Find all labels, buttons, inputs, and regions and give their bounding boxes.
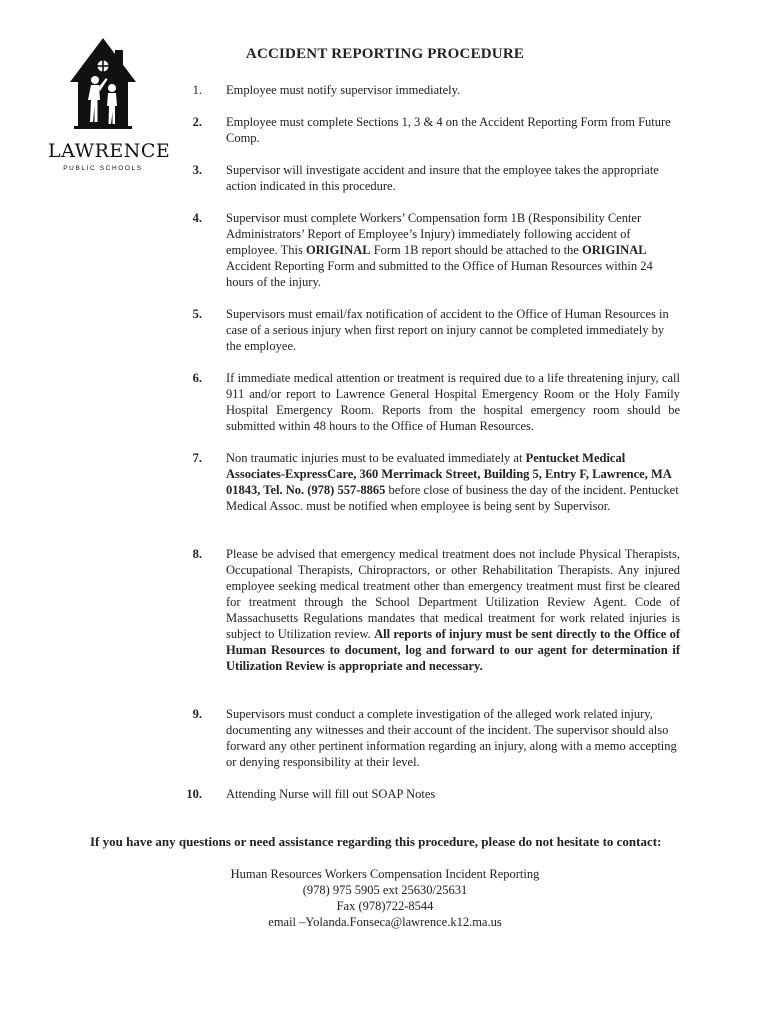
contact-fax: Fax (978)722-8544: [336, 899, 434, 913]
item-text: [226, 210, 680, 290]
item-text-part: Accident Reporting Form and submitted to the Office of Human Resources within 24 hours of the injury.: [226, 259, 653, 289]
page-title: [0, 46, 770, 63]
logo-name: LAWRENCE: [48, 140, 171, 162]
contact-email: email –Yolanda.Fonseca@lawrence.k12.ma.us: [268, 915, 502, 929]
item-text-part: Form 1B report should be attached to the: [370, 243, 582, 257]
item-text: [226, 546, 680, 674]
item-text: Supervisors must conduct a complete investigation of the alleged work related injury, documenting any witnesses and their account of the incident. The supervisor should also forward any other pertinent information regarding an injury, along with a memo accepting or denying responsibility at their level.: [226, 707, 677, 769]
item-text: Supervisors must email/fax notification of accident to the Office of Human Resources in case of a serious injury when first report on injury cannot be completed immediately by the employee.: [226, 307, 669, 353]
item-number: 1.: [192, 83, 202, 97]
item-number: 4.: [192, 211, 202, 225]
contact-department: Human Resources Workers Compensation Incident Reporting: [230, 867, 540, 881]
item-text: Employee must notify supervisor immediately.: [226, 83, 461, 97]
clinic-address: Pentucket Medical Associates-ExpressCare, 360 Merrimack Street, Building 5, Entry F, Lawrence, MA 01843, Tel. No. (978) 557-8865: [226, 451, 672, 497]
item-number: 9.: [192, 707, 202, 721]
item-number: 8.: [192, 547, 202, 561]
item-number: 5.: [192, 307, 202, 321]
item-text-part: Please be advised that emergency medical treatment does not include Physical Therapists, Occupational Therapists, Chiropractors, or other Rehabilitation Therapists. Any injured employee seeking medical treatment other than emergency treatment must first be cleared for treatment through the School Department Utilization Review Agent. Code of Massachusetts Regulations mandates that medical treatment for work related injuries is subject to Utilization review.: [226, 547, 680, 641]
page-title-text: ACCIDENT REPORTING PROCEDURE: [245, 46, 525, 62]
item-number: 3.: [192, 163, 202, 177]
item-number: 10.: [186, 787, 202, 801]
item-text: [226, 450, 680, 514]
item-text: Employee must complete Sections 1, 3 & 4 on the Accident Reporting Form from Future Comp.: [226, 115, 671, 145]
contact-phone: (978) 975 5905 ext 25630/25631: [302, 883, 468, 897]
item-text-part: before close of business the day of the incident. Pentucket Medical Assoc. must be notified when employee is being sent by Supervisor.: [226, 483, 679, 513]
contact-question: If you have any questions or need assistance regarding this procedure, please do not hesitate to contact:: [90, 834, 662, 849]
logo-subtitle: PUBLIC SCHOOLS: [63, 165, 143, 172]
item-text-emphasis: ORIGINAL: [305, 243, 371, 257]
item-text-emphasis: ORIGINAL: [581, 243, 647, 257]
item-number: 6.: [192, 371, 202, 385]
contact-details: [0, 866, 770, 930]
item-number: 7.: [192, 451, 202, 465]
item-text: If immediate medical attention or treatment is required due to a life threatening injury, call 911 and/or report to Lawrence General Hospital Emergency Room or the Holy Family Hospital Emergency Room. Reports from the hospital emergency room should be submitted within 48 hours to the Office of Human Resources.: [226, 371, 680, 433]
item-text-emphasis: All reports of injury must be sent directly to the Office of Human Resources to document, log and forward to our agent for determination if Utilization Review is appropriate and necessary.: [226, 627, 680, 673]
item-text-part: Non traumatic injuries must to be evaluated immediately at: [226, 451, 526, 465]
item-text: Supervisor will investigate accident and insure that the employee takes the appropriate action indicated in this procedure.: [226, 163, 659, 193]
item-text-part: Supervisor must complete Workers’ Compensation form 1B (Responsibility Center Administrators’ Report of Employee’s Injury) immediately following accident of employee. This: [226, 211, 642, 257]
item-text: Attending Nurse will fill out SOAP Notes: [226, 787, 436, 801]
item-number: 2.: [192, 115, 202, 129]
